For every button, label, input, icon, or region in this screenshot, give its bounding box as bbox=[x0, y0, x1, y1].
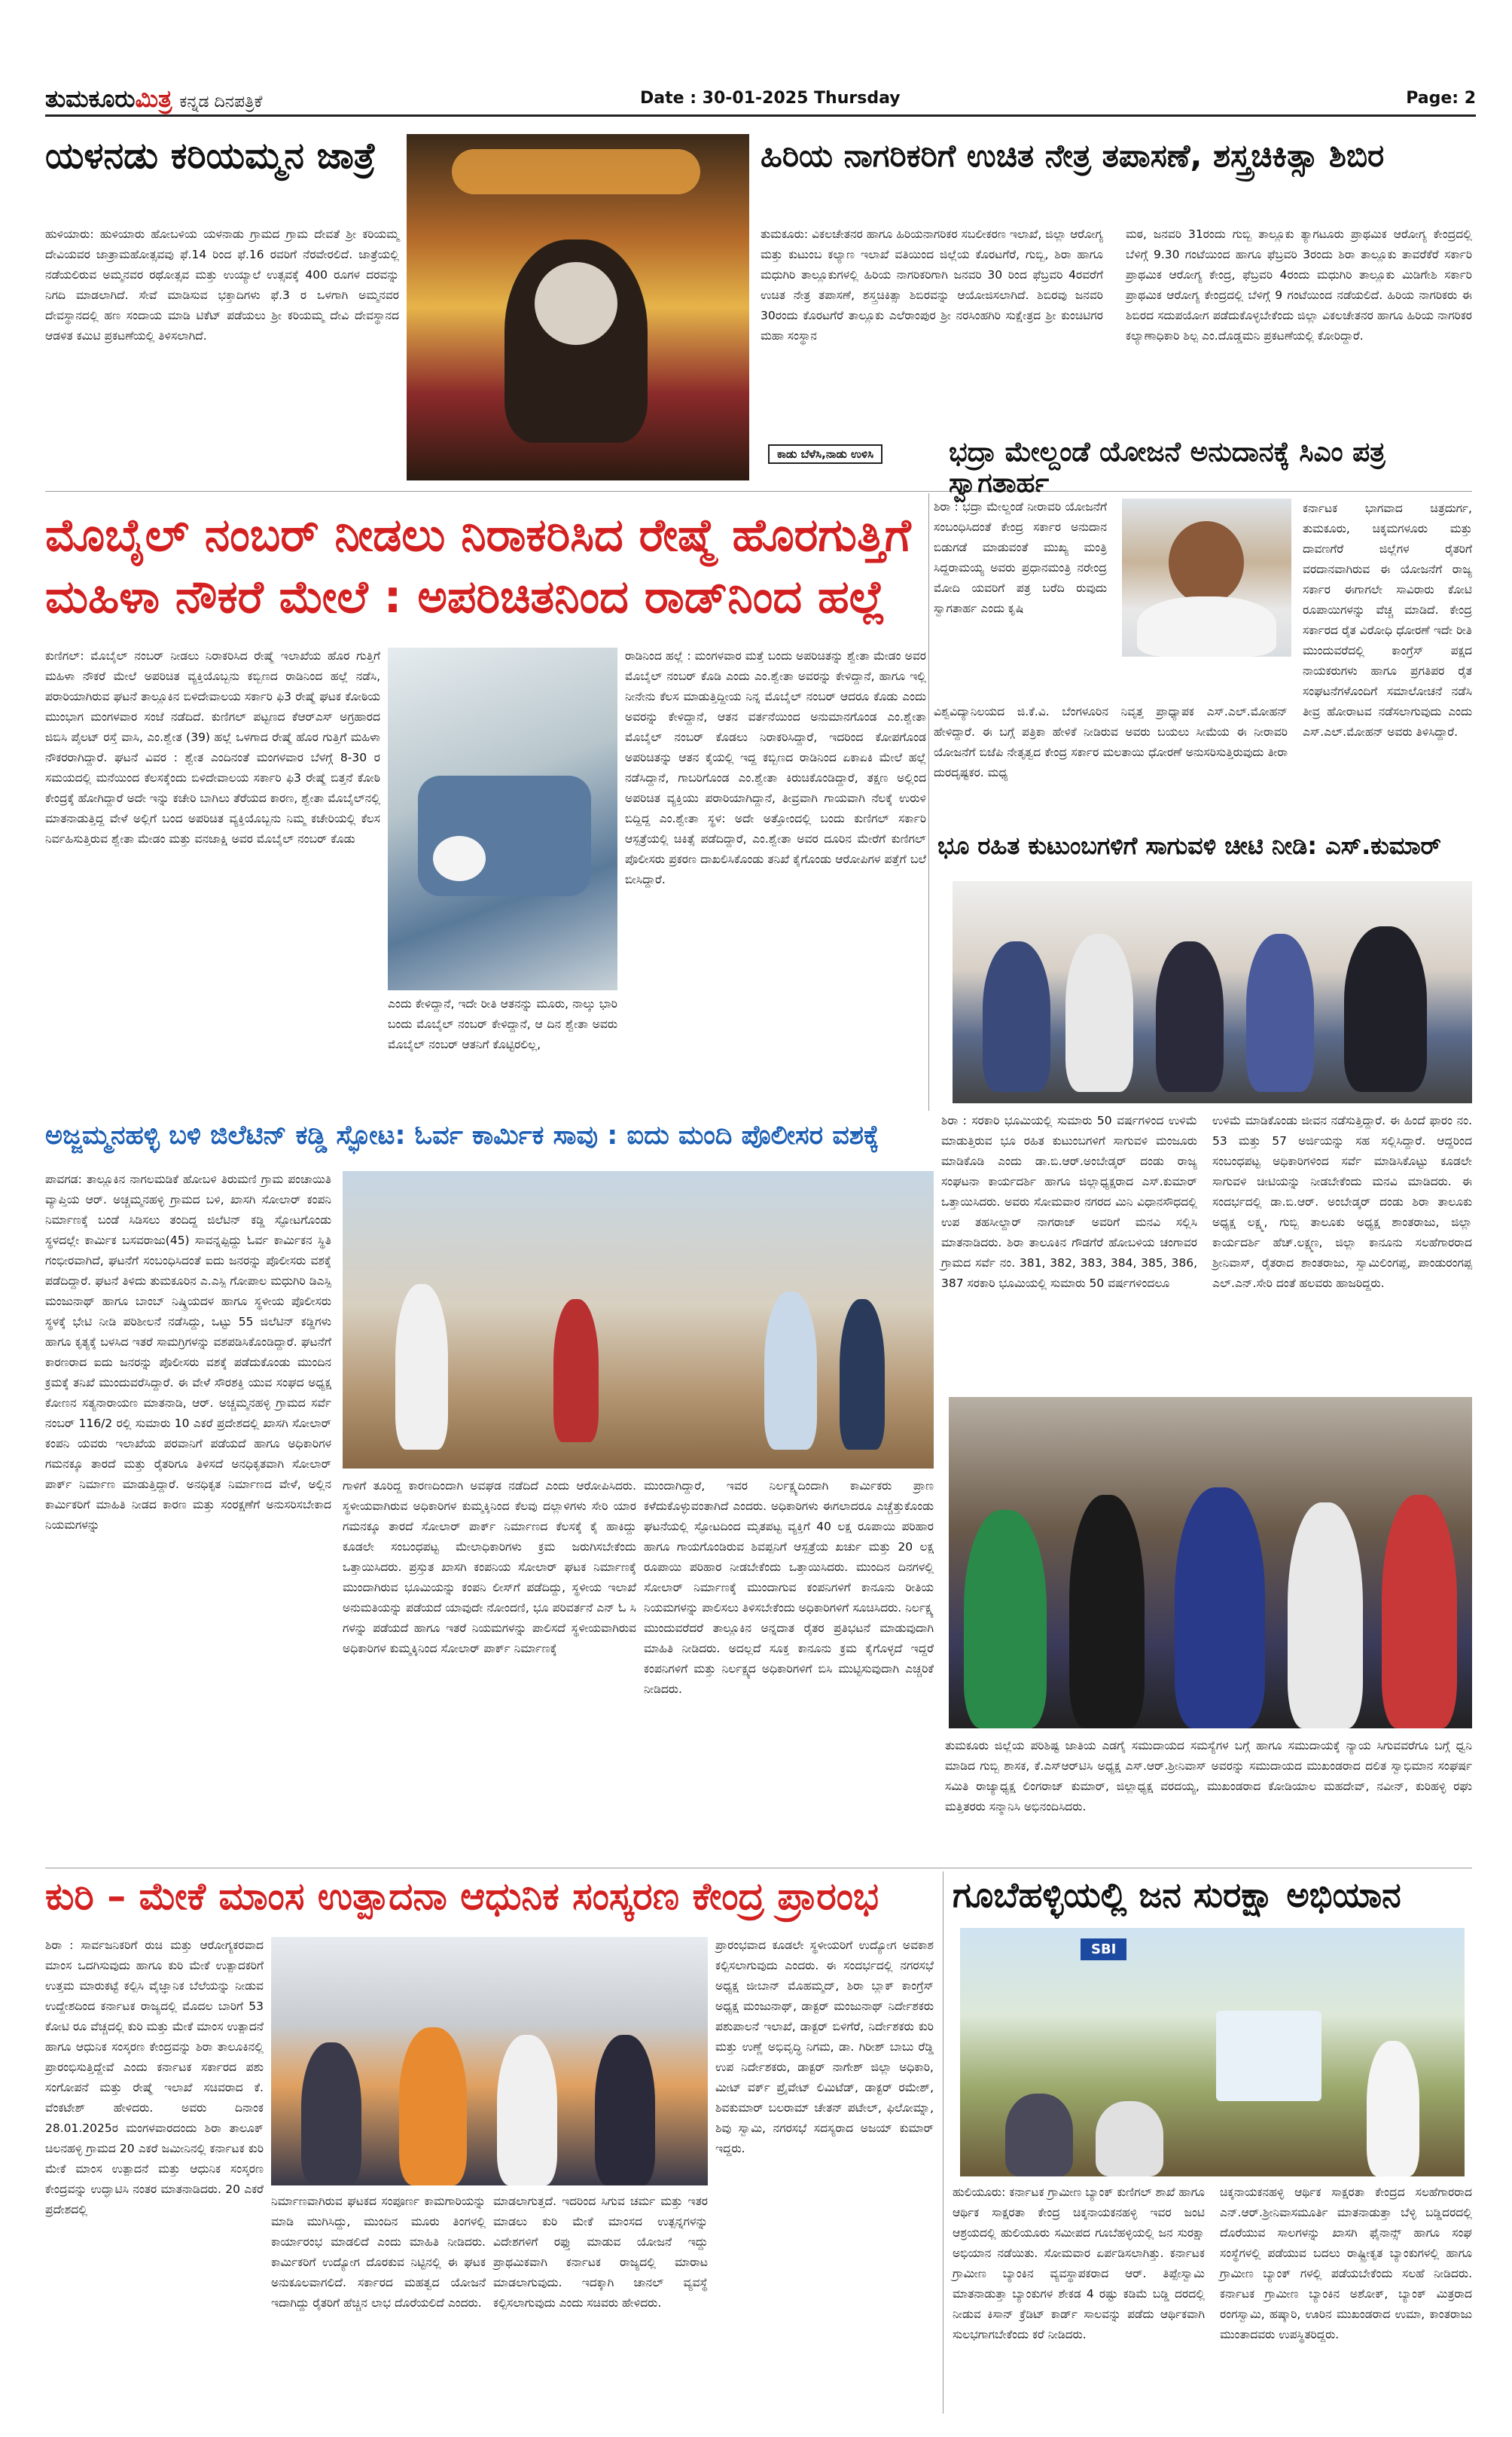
story2-headline: ಹಿರಿಯ ನಾಗರಿಕರಿಗೆ ಉಚಿತ ನೇತ್ರ ತಪಾಸಣೆ, ಶಸ್ತ್ರಚಿಕಿತ್ಸಾ ಶಿಬಿರ bbox=[761, 137, 1385, 174]
story8-col1: ಶಿರಾ : ಸಾರ್ವಜನಿಕರಿಗೆ ರುಚಿ ಮತ್ತು ಆರೋಗ್ಯಕರವಾದ ಮಾಂಸ ಒದಗಿಸುವುದು ಹಾಗೂ ಕುರಿ ಮೇಕೆ ಉತ್ಪಾದಕರಿಗೆ ಉತ್ತಮ ಮಾರುಕಟ್ಟೆ ಕಲ್ಪಿಸಿ ವೈಜ್ಞಾನಿಕ ಬೆಲೆಯನ್ನು ನೀಡುವ ಉದ್ದೇಶದಿಂದ ಕರ್ನಾಟಕ ರಾಜ್ಯದಲ್ಲಿ ಮೊದಲ ಬಾರಿಗೆ 53 ಕೋಟಿ ರೂ ವೆಚ್ಚದಲ್ಲಿ ಕುರಿ ಮತ್ತು ಮೇಕೆ ಮಾಂಸ ಉತ್ಪಾದನೆ ಹಾಗೂ ಆಧುನಿಕ ಸಂಸ್ಕರಣ ಕೇಂದ್ರವನ್ನು ಶಿರಾ ತಾಲೂಕಿನಲ್ಲಿ ಪ್ರಾರಂಭಿಸುತ್ತಿದ್ದೇವೆ ಎಂದು ಕರ್ನಾಟಕ ಸರ್ಕಾರದ ಪಶು ಸಂಗೋಪನೆ ಮತ್ತು ರೇಷ್ಮೆ ಇಲಾಖೆ ಸಚಿವರಾದ ಕೆ. ವೆಂಕಟೇಶ್ ಹೇಳಿದರು. ಅವರು ದಿನಾಂಕ 28.01.2025ರ ಮಂಗಳವಾರದಂದು ಶಿರಾ ತಾಲೂಕ್ ಚಿಲನಹಳ್ಳಿ ಗ್ರಾಮದ 20 ಎಕರೆ ಜಮೀನಿನಲ್ಲಿ ಕರ್ನಾಟಕ ಕುರಿ ಮೇಕೆ ಮಾಂಸ ಉತ್ಪಾದನೆ ಮತ್ತು ಆಧುನಿಕ ಸಂಸ್ಕರಣ ಕೇಂದ್ರವನ್ನು ಉದ್ಘಾಟಿಸಿ ನಂತರ ಮಾತನಾಡಿದರು. 20 ಎಕರೆ ಪ್ರದೇಶದಲ್ಲಿ bbox=[45, 1938, 264, 2216]
story1-temple-photo bbox=[407, 134, 749, 480]
story5-group-photo bbox=[953, 881, 1472, 1103]
issue-date: Date : 30-01-2025 Thursday bbox=[640, 89, 901, 108]
story4-body-right-top: ಕರ್ನಾಟಕ ಭಾಗವಾದ ಚಿತ್ರದುರ್ಗ, ತುಮಕೂರು, ಚಿಕ್ಕಮಗಳೂರು ಮತ್ತು ದಾವಣಗೆರೆ ಜಿಲ್ಲೆಗಳ ರೈತರಿಗೆ ವರದಾನವಾಗಿರುವ ಈ ಯೋಜನೆಗೆ ರಾಜ್ಯ ಸರ್ಕಾರ ಈಗಾಗಲೇ ಸಾವಿರಾರು ಕೋಟಿ ರೂಪಾಯಿಗಳನ್ನು ವೆಚ್ಚ ಮಾಡಿದೆ. ಕೇಂದ್ರ ಸರ್ಕಾರದ ರೈತ ವಿರೋಧಿ ಧೋರಣೆ ಇದೇ ರೀತಿ ಮುಂದುವರೆದಲ್ಲಿ ಕಾಂಗ್ರೆಸ್ ಪಕ್ಷದ ನಾಯಕರುಗಳು ಹಾಗೂ ಪ್ರಗತಿಪರ ರೈತ ಸಂಘಟನೆಗಳೊಂದಿಗೆ ಸಮಾಲೋಚನೆ ನಡೆಸಿ ತೀವ್ರ ಹೋರಾಟವ ನಡೆಸಲಾಗುವುದು ಎಂದು ಎಸ್.ಎಲ್.ಮೋಹನ್ ಅವರು ತಿಳಿಸಿದ್ದಾರೆ. bbox=[1303, 502, 1472, 739]
story3-col2: ರಾಡಿನಿಂದ ಹಲ್ಲೆ : ಮಂಗಳವಾರ ಮತ್ತೆ ಬಂದು ಅಪರಿಚಿತನ್ನು ಶ್ವೇತಾ ಮೇಡಂ ಅವರ ಮೊಬೈಲ್ ನಂಬರ್ ಕೊಡಿ ಎಂದು ಎಂ.ಶ್ವೇತಾ ಅವರನ್ನು ಕೇಳಿದ್ದಾನೆ, ಹಾಗೂ ಇಲ್ಲಿ ನೀನೇನು ಕೆಲಸ ಮಾಡುತ್ತಿದ್ದೀಯ ನಿನ್ನ ಮೊಬೈಲ್ ನಂಬರ್ ಆದರೂ ಕೊಡು ಎಂದು ಅವರನ್ನು ಕೇಳಿದ್ದಾನೆ, ಆತನ ವರ್ತನೆಯಿಂದ ಅನುಮಾನಗೊಂಡ ಎಂ.ಶ್ವೇತಾ ಮೊಬೈಲ್ ನಂಬರ್ ಕೊಡಲು ನಿರಾಕರಿಸಿದ್ದಾರೆ, ಇದರಿಂದ ಕೋಪಗೊಂಡ ಅಪರಿಚಿತನ್ನು ಆತನ ಕೈಯಲ್ಲಿ ಇದ್ದ ಕಬ್ಬಿಣದ ರಾಡಿನಿಂದ ಏಕಾಏಕಿ ಮೇಲೆ ಹಲ್ಲೆ ನಡೆಸಿದ್ದಾನೆ, ಗಾಬರಿಗೊಂಡ ಎಂ.ಶ್ವೇತಾ ಕಿರುಚಿಕೊಂಡಿದ್ದಾರೆ, ತಕ್ಷಣ ಅಲ್ಲಿಂದ ಅಪರಿಚಿತ ವ್ಯಕ್ತಿಯು ಪರಾರಿಯಾಗಿದ್ದಾನೆ, ತೀವ್ರವಾಗಿ ಗಾಯವಾಗಿ ನೆಲಕ್ಕೆ ಉರುಳಿ ಬಿದ್ದಿದ್ದ ಎಂ.ಶ್ವೇತಾ ಸ್ಥಳ: ಅದೇ ಅತ್ತೋಂದಲ್ಲಿ ಬಂದು ಕುಣಿಗಲ್ ಸರ್ಕಾರಿ ಆಸ್ಪತ್ರೆಯಲ್ಲಿ ಚಿಕಿತ್ಸೆ ಪಡೆದಿದ್ದಾರೆ, ಎಂ.ಶ್ವೇತಾ ಅವರ ದೂರಿನ ಮೇರೆಗೆ ಕುಣಿಗಲ್ ಪೊಲೀಸರು ಪ್ರಕರಣ ದಾಖಲಿಸಿಕೊಂಡು ತನಿಖೆ ಕೈಗೊಂಡು ಆರೋಪಿಗಳ ಪತ್ತೆಗೆ ಬಲೆ ಬೀಸಿದ್ದಾರೆ. bbox=[625, 649, 926, 886]
story3-headline-line2: ಮಹಿಳಾ ನೌಕರೆ ಮೇಲೆ : ಅಪರಿಚಿತನಿಂದ ರಾಡ್‌ನಿಂದ ಹಲ್ಲೆ bbox=[45, 571, 886, 624]
story3-photo-caption: ಎಂದು ಕೇಳಿದ್ದಾನೆ, ಇದೇ ರೀತಿ ಆತನನ್ನು ಮೂರು, ನಾಲ್ಕು ಭಾರಿ ಬಂದು ಮೊಬೈಲ್ ನಂಬರ್ ಕೇಳಿದ್ದಾನೆ, ಆ ದಿನ ಶ್ವೇತಾ ಅವರು ಮೊಬೈಲ್ ನಂಬರ್ ಆತನಿಗೆ ಕೊಟ್ಟಿರಲಿಲ್ಲ, bbox=[388, 997, 617, 1051]
story6-col3: ಮುಂದಾಗಿದ್ದಾರೆ, ಇವರ ನಿರ್ಲಕ್ಷ್ಯದಿಂದಾಗಿ ಕಾರ್ಮಿಕರು ಪ್ರಾಣ ಕಳೆದುಕೊಳ್ಳುವಂತಾಗಿದೆ ಎಂದರು. ಅಧಿಕಾರಿಗಳು ಈಗಲಾದರೂ ಎಚ್ಚೆತ್ತುಕೊಂಡು ಘಟನೆಯಲ್ಲಿ ಸ್ಫೋಟದಿಂದ ಮೃತಪಟ್ಟ ವ್ಯಕ್ತಿಗೆ 40 ಲಕ್ಷ ರೂಪಾಯಿ ಪರಿಹಾರ ಹಾಗೂ ಗಾಯಗೊಂಡಿರುವ ಶಿವಪ್ಪನಿಗೆ ಆಸ್ಪತ್ರೆಯ ಖರ್ಚು ಮತ್ತು 20 ಲಕ್ಷ ರೂಪಾಯಿ ಪರಿಹಾರ ನೀಡಬೇಕೆಂದು ಒತ್ತಾಯಿಸಿದರು. ಮುಂದಿನ ದಿನಗಳಲ್ಲಿ ಸೋಲಾರ್ ನಿರ್ಮಾಣಕ್ಕೆ ಮುಂದಾಗುವ ಕಂಪನಿಗಳಿಗೆ ಕಾನೂನು ರೀತಿಯ ನಿಯಮಗಳನ್ನು ಪಾಲಿಸಲು ತಿಳಿಸಬೇಕೆಂದು ಅಧಿಕಾರಿಗಳಿಗೆ ಸೂಚಿಸಿದರು. ನಿರ್ಲಕ್ಷ್ಯ ಮುಂದುವರೆದರೆ ತಾಲ್ಲೂಕಿನ ಅನ್ನದಾತ ರೈತರ ಪ್ರತಿಭಟನೆ ಮಾಡುವುದಾಗಿ ಮಾಹಿತಿ ನೀಡಿದರು. ಅದಲ್ಲದೆ ಸೂಕ್ತ ಕಾನೂನು ಕ್ರಮ ಕೈಗೊಳ್ಳದೆ ಇದ್ದರೆ ಕಂಪನಿಗಳಿಗೆ ಮತ್ತು ನಿರ್ಲಕ್ಷ್ಯದ ಅಧಿಕಾರಿಗಳಿಗೆ ಬಿಸಿ ಮುಟ್ಟಿಸುವುದಾಗಿ ಎಚ್ಚರಿಕೆ ನೀಡಿದರು. bbox=[644, 1479, 934, 1696]
story6-col1: ಪಾವಗಡ: ತಾಲ್ಲೂಕಿನ ನಾಗಲಮಡಿಕೆ ಹೋಬಳಿ ತಿರುಮಣಿ ಗ್ರಾಮ ಪಂಚಾಯಿತಿ ವ್ಯಾಪ್ತಿಯ ಆರ್. ಅಚ್ಚಮ್ಮನಹಳ್ಳಿ ಗ್ರಾಮದ ಬಳಿ, ಖಾಸಗಿ ಸೋಲಾರ್ ಕಂಪನಿ ನಿರ್ಮಾಣಕ್ಕೆ ಬಂಡೆ ಸಿಡಿಸಲು ತಂದಿದ್ದ ಜಿಲೆಟಿನ್ ಕಡ್ಡಿ ಸ್ಫೋಟಗೊಂಡು ಸ್ಥಳದಲ್ಲೇ ಕಾರ್ಮಿಕ ಬಸವರಾಜು(45) ಸಾವನ್ನಪ್ಪಿದ್ದು ಓರ್ವ ಕಾರ್ಮಿಕನ ಸ್ಥಿತಿ ಗಂಭೀರವಾಗಿದೆ, ಘಟನೆಗೆ ಸಂಬಂಧಿಸಿದಂತೆ ಐದು ಜನರನ್ನು ಪೊಲೀಸರು ವಶಕ್ಕೆ ಪಡೆದಿದ್ದಾರೆ. ಘಟನೆ ತಿಳಿದು ತುಮಕೂರಿನ ಎ.ಎಸ್ಪಿ ಗೋಪಾಲ ಮಧುಗಿರಿ ಡಿಎಸ್ಪಿ ಮಂಜುನಾಥ್ ಹಾಗೂ ಬಾಂಬ್ ನಿಷ್ಕ್ರಿಯದಳ ಹಾಗೂ ಸ್ಥಳೀಯ ಪೊಲೀಸರು ಸ್ಥಳಕ್ಕೆ ಭೇಟಿ ನೀಡಿ ಪರಿಶೀಲನೆ ನಡೆಸಿದ್ದು, ಒಟ್ಟು 55 ಜಿಲೆಟಿನ್ ಕಡ್ಡಿಗಳು ಹಾಗೂ ಕೃತ್ಯಕ್ಕೆ ಬಳಸಿದ ಇತರೆ ಸಾಮಗ್ರಿಗಳನ್ನು ವಶಪಡಿಸಿಕೊಂಡಿದ್ದಾರೆ. ಘಟನೆಗೆ ಕಾರಣರಾದ ಐದು ಜನರನ್ನು ಪೊಲೀಸರು ವಶಕ್ಕೆ ಪಡೆದುಕೊಂಡು ಮುಂದಿನ ಕ್ರಮಕ್ಕೆ ತನಿಖೆ ಮುಂದುವರೆಸಿದ್ದಾರೆ. ಈ ವೇಳೆ ಸೌರಶಕ್ತಿ ಯುವ ಸಂಘದ ಅಧ್ಯಕ್ಷ ಕೋಣನ ಸತ್ಯನಾರಾಯಣ ಮಾತನಾಡಿ, ಆರ್. ಅಚ್ಚಮ್ಮನಹಳ್ಳಿ ಗ್ರಾಮದ ಸರ್ವೆ ನಂಬರ್ 116/2 ರಲ್ಲಿ ಸುಮಾರು 10 ಎಕರೆ ಪ್ರದೇಶದಲ್ಲಿ ಖಾಸಗಿ ಸೋಲಾರ್ ಕಂಪನಿ ಯವರು ಇಲಾಖೆಯ ಪರವಾನಿಗೆ ಪಡೆಯದೆ ಹಾಗೂ ಅಧಿಕಾರಿಗಳ ಗಮನಕ್ಕೂ ತಾರದೆ ಮತ್ತು ರೈತರಿಗೂ ತಿಳಿಸದೆ ಅನಧಿಕೃತವಾಗಿ ಸೋಲಾರ್ ಪಾರ್ಕ್ ನಿರ್ಮಾಣ ಮಾಡುತ್ತಿದ್ದಾರೆ. ಅನಧಿಕೃತ ನಿರ್ಮಾಣದ ವೇಳೆ, ಅಲ್ಲಿನ ಕಾರ್ಮಿಕರಿಗೆ ಮಾಹಿತಿ ನೀಡದ ಕಾರಣ ಮತ್ತು ಸಂರಕ್ಷಣೆಗೆ ಅನುಸರಿಸಬೇಕಾದ ನಿಯಮಗಳನ್ನು bbox=[45, 1173, 331, 1532]
story8-col3: ಮಾಡಲಾಗುತ್ತದೆ. ಇದರಿಂದ ಸಿಗುವ ಚರ್ಮ ಮತ್ತು ಇತರ ಮಾಡಲು ಕುರಿ ಮೇಕೆ ಮಾಂಸದ ಉತ್ಪನ್ನಗಳನ್ನು ವಿದೇಶಗಳಿಗೆ ರಫ್ತು ಮಾಡುವ ಯೋಜನೆ ಇದ್ದು ಪ್ರಾಥಮಿಕವಾಗಿ ಕರ್ನಾಟಕ ರಾಜ್ಯದಲ್ಲಿ ಮಾರಾಟ ಮಾಡಲಾಗುವುದು. ಇದಕ್ಕಾಗಿ ಚಾನಲ್ ವ್ಯವಸ್ಥೆ ಕಲ್ಪಿಸಲಾಗುವುದು ಎಂದು ಸಚಿವರು ಹೇಳಿದರು. bbox=[493, 2195, 708, 2310]
story6-headline: ಅಜ್ಜಮ್ಮನಹಳ್ಳಿ ಬಳಿ ಜಿಲೆಟಿನ್ ಕಡ್ಡಿ ಸ್ಫೋಟ: ಓರ್ವ ಕಾರ್ಮಿಕ ಸಾವು : ಐದು ಮಂದಿ ಪೊಲೀಸರ ವಶಕ್ಕೆ bbox=[45, 1121, 879, 1151]
story8-col2: ನಿರ್ಮಾಣವಾಗಿರುವ ಘಟಕದ ಸಂಪೂರ್ಣ ಕಾಮಗಾರಿಯನ್ನು ಮಾಡಿ ಮುಗಿಸಿದ್ದು, ಮುಂದಿನ ಮೂರು ತಿಂಗಳಲ್ಲಿ ಕಾರ್ಯಾರಂಭ ಮಾಡಲಿದೆ ಎಂದು ಮಾಹಿತಿ ನೀಡಿದರು. ಕಾರ್ಮಿಕರಿಗೆ ಉದ್ಯೋಗ ದೊರಕುವ ನಿಟ್ಟಿನಲ್ಲಿ ಈ ಘಟಕ ಅನುಕೂಲವಾಗಲಿದೆ. ಸರ್ಕಾರದ ಮಹತ್ವದ ಯೋಜನೆ ಇದಾಗಿದ್ದು ರೈತರಿಗೆ ಹೆಚ್ಚಿನ ಲಾಭ ದೊರೆಯಲಿದೆ ಎಂದರು. bbox=[271, 2195, 486, 2310]
story5-headline: ಭೂ ರಹಿತ ಕುಟುಂಬಗಳಿಗೆ ಸಾಗುವಳಿ ಚೀಟಿ ನೀಡಿ: ಎಸ್.ಕುಮಾರ್ bbox=[937, 831, 1441, 860]
story2-col1: ತುಮಕೂರು: ವಿಕಲಚೇತನರ ಹಾಗೂ ಹಿರಿಯನಾಗರಿಕರ ಸಬಲೀಕರಣ ಇಲಾಖೆ, ಜಿಲ್ಲಾ ಆರೋಗ್ಯ ಮತ್ತು ಕುಟುಂಬ ಕಲ್ಯಾಣ ಇಲಾಖೆ ವತಿಯಿಂದ ಜಿಲ್ಲೆಯ ಕೊರಟಗೆರೆ, ಗುಬ್ಬಿ, ಶಿರಾ ಹಾಗೂ ಮಧುಗಿರಿ ತಾಲ್ಲೂಕುಗಳಲ್ಲಿ ಹಿರಿಯ ನಾಗರಿಕರಿಗಾಗಿ ಜನವರಿ 30 ರಿಂದ ಫೆಬ್ರವರಿ 4ರವರೆಗೆ ಉಚಿತ ನೇತ್ರ ತಪಾಸಣೆ, ಶಸ್ತ್ರಚಿಕಿತ್ಸಾ ಶಿಬಿರವನ್ನು ಆಯೋಜಿಸಲಾಗಿದೆ. ಶಿಬಿರವು ಜನವರಿ 30ರಂದು ಕೊರಟಗೆರೆ ತಾಲ್ಲೂಕು ಎಲೆರಾಂಪುರ ಶ್ರೀ ನರಸಿಂಹಗಿರಿ ಸುಕ್ಷೇತ್ರದ ಶ್ರೀ ಕುಂಚಿಟಿಗರ ಮಹಾ ಸಂಸ್ಥಾನ bbox=[761, 227, 1103, 343]
story1-headline: ಯಳನಡು ಕರಿಯಮ್ಮನ ಜಾತ್ರೆ bbox=[45, 135, 376, 177]
story4-body-left: ಶಿರಾ : ಭದ್ರಾ ಮೇಲ್ದಂಡೆ ನೀರಾವರಿ ಯೋಜನೆಗೆ ಸಂಬಂಧಿಸಿದಂತೆ ಕೇಂದ್ರ ಸರ್ಕಾರ ಅನುದಾನ ಬಿಡುಗಡೆ ಮಾಡುವಂತೆ ಮುಖ್ಯ ಮಂತ್ರಿ ಸಿದ್ದರಾಮಯ್ಯ ಅವರು ಪ್ರಧಾನಮಂತ್ರಿ ನರೇಂದ್ರ ಮೋದಿ ಯವರಿಗೆ ಪತ್ರ ಬರೆದಿ ರುವುದು ಸ್ವಾಗತಾರ್ಹ ಎಂದು ಕೃಷಿ bbox=[934, 500, 1107, 615]
story9-col2: ಚಿಕ್ಕನಾಯಕನಹಳ್ಳಿ ಆರ್ಥಿಕ ಸಾಕ್ಷರತಾ ಕೇಂದ್ರದ ಸಲಹೆಗಾರರಾದ ಎನ್.ಆರ್.ಶ್ರೀನಿವಾಸಮೂರ್ತಿ ಮಾತನಾಡುತ್ತಾ ಬೆಳ್ಳಿ ಬಡ್ಡಿದರದಲ್ಲಿ ದೊರೆಯುವ ಸಾಲಗಳನ್ನು ಖಾಸಗಿ ಫೈನಾನ್ಸ್ ಹಾಗೂ ಸಂಘ ಸಂಸ್ಥೆಗಳಲ್ಲಿ ಪಡೆಯುವ ಬದಲು ರಾಷ್ಟ್ರೀಕೃತ ಬ್ಯಾಂಕುಗಳಲ್ಲಿ ಹಾಗೂ ಗ್ರಾಮೀಣ ಬ್ಯಾಂಕ್ ಗಳಲ್ಲಿ ಪಡೆಯಬೇಕೆಂದು ಸಲಹೆ ನೀಡಿದರು. ಕರ್ನಾಟಕ ಗ್ರಾಮೀಣ ಬ್ಯಾಂಕಿನ ಅಶೋಕ್, ಬ್ಯಾಂಕ್ ಮಿತ್ರರಾದ ರಂಗಸ್ವಾಮಿ, ಹಷ್ಕಾರಿ, ಊರಿನ ಮುಖಂಡರಾದ ಉಮಾ, ಕಾಂತರಾಜು ಮುಂತಾದವರು ಉಪಸ್ಥಿತರಿದ್ದರು. bbox=[1220, 2185, 1472, 2341]
newspaper-brand bbox=[45, 84, 262, 114]
story9-camp-photo bbox=[960, 1928, 1465, 2176]
story9-headline: ಗೂಬೆಹಳ್ಳಿಯಲ್ಲಿ ಜನ ಸುರಕ್ಷಾ ಅಭಿಯಾನ bbox=[953, 1874, 1401, 1915]
story6-col2: ಗಾಳಿಗೆ ತೂರಿದ್ದ ಕಾರಣದಿಂದಾಗಿ ಅವಘಡ ನಡೆದಿದೆ ಎಂದು ಆರೋಪಿಸಿದರು. ಸ್ಥಳೀಯವಾಗಿರುವ ಅಧಿಕಾರಿಗಳ ಕುಮ್ಮಕ್ಕಿನಿಂದ ಕೆಲವು ದಲ್ಲಾಳಿಗಳು ಸೇರಿ ಯಾರ ಗಮನಕ್ಕೂ ತಾರದೆ ಸೋಲಾರ್ ಪಾರ್ಕ್ ನಿರ್ಮಾಣದ ಕೆಲಸಕ್ಕೆ ಕೈ ಹಾಕಿದ್ದು ಕೂಡಲೇ ಸಂಬಂಧಪಟ್ಟ ಮೇಲಾಧಿಕಾರಿಗಳು ಕ್ರಮ ಜರುಗಿಸಬೇಕೆಂದು ಒತ್ತಾಯಿಸಿದರು. ಪ್ರಸ್ತುತ ಖಾಸಗಿ ಕಂಪನಿಯ ಸೋಲಾರ್ ಘಟಕ ನಿರ್ಮಾಣಕ್ಕೆ ಮುಂದಾಗಿರುವ ಭೂಮಿಯನ್ನು ಕಂಪನಿ ಲೀಸ್‌ಗೆ ಪಡೆದಿದ್ದು, ಸ್ಥಳೀಯ ಇಲಾಖೆ ಅನುಮತಿಯನ್ನು ಪಡೆಯದೆ ಯಾವುದೇ ನೋಂದಣಿ, ಭೂ ಪರಿವರ್ತನೆ ಎನ್ ಓ ಸಿ ಗಳನ್ನು ಪಡೆಯದೆ ಹಾಗೂ ಇತರೆ ನಿಯಮಗಳನ್ನು ಪಾಲಿಸದೆ ಸ್ಥಳೀಯವಾಗಿರುವ ಅಧಿಕಾರಿಗಳ ಕುಮ್ಮಕ್ಕಿನಿಂದ ಸೋಲಾರ್ ಪಾರ್ಕ್ ನಿರ್ಮಾಣಕ್ಕೆ bbox=[343, 1479, 636, 1655]
story9-col1: ಹುಲಿಯೂರು: ಕರ್ನಾಟಕ ಗ್ರಾಮೀಣ ಬ್ಯಾಂಕ್ ಕುಣಿಗಲ್ ಶಾಖೆ ಹಾಗೂ ಆರ್ಥಿಕ ಸಾಕ್ಷರತಾ ಕೇಂದ್ರ ಚಿಕ್ಕನಾಯಕನಹಳ್ಳಿ ಇವರ ಜಂಟಿ ಆಶ್ರಯದಲ್ಲಿ ಹುಲಿಯೂರು ಸಮೀಪದ ಗೂಬೆಹಳ್ಳಿಯಲ್ಲಿ ಜನ ಸುರಕ್ಷಾ ಅಭಿಯಾನ ನಡೆಯಿತು. ಸೋಮವಾರ ಏರ್ಪಡಿಸಲಾಗಿತ್ತು. ಕರ್ನಾಟಕ ಗ್ರಾಮೀಣ ಬ್ಯಾಂಕಿನ ವ್ಯವಸ್ಥಾಪಕರಾದ ಆರ್. ತಿಪ್ಪೇಸ್ವಾಮಿ ಮಾತನಾಡುತ್ತಾ ಬ್ಯಾಂಕುಗಳ ಶೇಕಡ 4 ರಷ್ಟು ಕಡಿಮೆ ಬಡ್ಡಿ ದರದಲ್ಲಿ ನೀಡುವ ಕಿಸಾನ್ ಕ್ರೆಡಿಟ್ ಕಾರ್ಡ್ ಸಾಲವನ್ನು ಪಡೆದು ಆರ್ಥಿಕವಾಗಿ ಸುಲಭಗಾಗಬೇಕೆಂದು ಕರೆ ನೀಡಿದರು. bbox=[953, 2185, 1205, 2341]
story3-headline-line1: ಮೊಬೈಲ್ ನಂಬರ್ ನೀಡಲು ನಿರಾಕರಿಸಿದ ರೇಷ್ಮೆ ಹೊರಗುತ್ತಿಗೆ bbox=[45, 509, 911, 562]
story8-inauguration-photo bbox=[271, 1937, 708, 2185]
story7-caption: ತುಮಕೂರು ಜಿಲ್ಲೆಯ ಪರಿಶಿಷ್ಟ ಜಾತಿಯ ಎಡಗೈ ಸಮುದಾಯದ ಸಮಸ್ಯೆಗಳ ಬಗ್ಗೆ ಹಾಗೂ ಸಮುದಾಯಕ್ಕೆ ನ್ಯಾಯ ಸಿಗುವವರೆಗೂ ಬಗ್ಗೆ ಧ್ವನಿ ಮಾಡಿದ ಗುಬ್ಬಿ ಶಾಸಕ, ಕೆ.ಎಸ್‌ಆರ್‌ಟಿಸಿ ಅಧ್ಯಕ್ಷ ಎಸ್.ಆರ್.ಶ್ರೀನಿವಾಸ್ ಅವರನ್ನು ಸಮುದಾಯದ ಮುಖಂಡರಾದ ದಲಿತ ಸ್ವಾಭಿಮಾನ ಸಂಘರ್ಷ ಸಮಿತಿ ರಾಜ್ಯಾಧ್ಯಕ್ಷ ಲಿಂಗರಾಜ್ ಕುಮಾರ್, ಜಿಲ್ಲಾಧ್ಯಕ್ಷ ವರದಯ್ಯ, ಮುಖಂಡರಾದ ಕೋಡಿಯಾಲ ಮಹದೇವ್, ನವೀನ್, ಕುರಿಹಳ್ಳಿ ರಘು ಮತ್ತಿತರರು ಸನ್ಮಾನಿಸಿ ಅಭಿನಂದಿಸಿದರು. bbox=[945, 1739, 1472, 1813]
story4-body-full: ವಿಶ್ವವಿದ್ಯಾನಿಲಯದ ಜಿ.ಕೆ.ವಿ. ಬೆಂಗಳೂರಿನ ನಿವೃತ್ತ ಪ್ರಾಧ್ಯಾಪಕ ಎಸ್.ಎಲ್.ಮೋಹನ್ ಹೇಳಿದ್ದಾರೆ. ಈ ಬಗ್ಗೆ ಪತ್ರಿಕಾ ಹೇಳಿಕೆ ನೀಡಿರುವ ಅವರು ಬಯಲು ಸೀಮೆಯ ಈ ನೀರಾವರಿ ಯೋಜನೆಗೆ ಬಿಜೆಪಿ ನೇತೃತ್ವದ ಕೇಂದ್ರ ಸರ್ಕಾರ ಮಲತಾಯಿ ಧೋರಣೆ ಅನುಸರಿಸುತ್ತಿರುವುದು ತೀರಾ ದುರದೃಷ್ಟಕರ. ಮಧ್ಯ bbox=[934, 705, 1288, 779]
story2-col2: ಮಠ, ಜನವರಿ 31ರಂದು ಗುಬ್ಬಿ ತಾಲ್ಲೂಕು ತ್ಯಾಗಟೂರು ಪ್ರಾಥಮಿಕ ಆರೋಗ್ಯ ಕೇಂದ್ರದಲ್ಲಿ ಬೆಳಿಗ್ಗೆ 9.30 ಗಂಟೆಯಿಂದ ಹಾಗೂ ಫೆಬ್ರವರಿ 3ರಂದು ಶಿರಾ ತಾಲ್ಲೂಕು ತಾವರೆಕೆರೆ ಸರ್ಕಾರಿ ಪ್ರಾಥಮಿಕ ಆರೋಗ್ಯ ಕೇಂದ್ರ, ಫೆಬ್ರವರಿ 4ರಂದು ಮಧುಗಿರಿ ತಾಲ್ಲೂಕು ಮಿಡಿಗೇಶಿ ಸರ್ಕಾರಿ ಪ್ರಾಥಮಿಕ ಆರೋಗ್ಯ ಕೇಂದ್ರದಲ್ಲಿ ಬೆಳಿಗ್ಗೆ 9 ಗಂಟೆಯಿಂದ ನಡೆಯಲಿದೆ. ಹಿರಿಯ ನಾಗರಿಕರು ಈ ಶಿಬಿರದ ಸದುಪಯೋಗ ಪಡೆದುಕೊಳ್ಳಬೇಕೆಂದು ಜಿಲ್ಲಾ ವಿಕಲಚೇತನರ ಹಾಗೂ ಹಿರಿಯ ನಾಗರಿಕರ ಕಲ್ಯಾಣಾಧಿಕಾರಿ ಶಿಲ್ಪ ಎಂ.ದೊಡ್ಡಮನಿ ಪ್ರಕಟಣೆಯಲ್ಲಿ ಕೋರಿದ್ದಾರೆ. bbox=[1126, 227, 1472, 343]
story1-body: ಹುಳಿಯಾರು: ಹುಳಿಯಾರು ಹೋಬಳಿಯ ಯಳನಾಡು ಗ್ರಾಮದ ಗ್ರಾಮ ದೇವತೆ ಶ್ರೀ ಕರಿಯಮ್ಮ ದೇವಿಯವರ ಜಾತ್ರಾಮಹೋತ್ಸವವು ಫೆ.14 ರಿಂದ ಫೆ.16 ರವರಿಗೆ ನೆರವೇರಲಿದೆ. ಜಾತ್ರೆಯಲ್ಲಿ ನಡೆಯಲಿರುವ ಅಮ್ಮನವರ ರಥೋತ್ಸವ ಮತ್ತು ಉಯ್ಯಾಲೆ ಉತ್ಸವಕ್ಕೆ 400 ರೂಗಳ ದರವನ್ನು ನಿಗದಿ ಮಾಡಲಾಗಿದೆ. ಸೇವೆ ಮಾಡಿಸುವ ಭಕ್ತಾದಿಗಳು ಫೆ.3 ರ ಒಳಗಾಗಿ ಅಮ್ಮನವರ ದೇವಸ್ಥಾನದಲ್ಲಿ ಹಣ ಸಂದಾಯ ಮಾಡಿ ಟಿಕೆಟ್ ಪಡೆಯಲು ಶ್ರೀ ಕರಿಯಮ್ಮ ದೇವಿ ದೇವಸ್ಥಾನದ ಆಡಳಿತ ಕಮಿಟಿ ಪ್ರಕಟಣೆಯಲ್ಲಿ ತಿಳಿಸಲಾಗಿದೆ. bbox=[45, 227, 399, 343]
brand-subtitle: ಕನ್ನಡ ದಿನಪತ್ರಿಕೆ bbox=[179, 93, 263, 111]
story6-site-photo bbox=[343, 1171, 934, 1469]
story4-portrait-photo bbox=[1122, 499, 1291, 657]
story3-headline bbox=[45, 505, 926, 628]
story5-col1: ಶಿರಾ : ಸರಕಾರಿ ಭೂಮಿಯಲ್ಲಿ ಸುಮಾರು 50 ವರ್ಷಗಳಿಂದ ಉಳಿಮೆ ಮಾಡುತ್ತಿರುವ ಭೂ ರಹಿತ ಕುಟುಂಬಗಳಿಗೆ ಸಾಗುವಳಿ ಮಂಜೂರು ಮಾಡಿಕೊಡಿ ಎಂದು ಡಾ.ಬಿ.ಆರ್.ಅಂಬೇಡ್ಕರ್ ದಂಡು ರಾಜ್ಯ ಸಂಘಟನಾ ಕಾರ್ಯದರ್ಶಿ ಹಾಗೂ ಜಿಲ್ಲಾಧ್ಯಕ್ಷರಾದ ಎಸ್.ಕುಮಾರ್ ಒತ್ತಾಯಿಸಿದರು. ಅವರು ಸೋಮವಾರ ನಗರದ ಮಿನಿ ವಿಧಾನಸೌಧದಲ್ಲಿ ಉಪ ತಹಸೀಲ್ದಾರ್ ನಾಗರಾಜ್ ಅವರಿಗೆ ಮನವಿ ಸಲ್ಲಿಸಿ ಮಾತನಾಡಿದರು. ಶಿರಾ ತಾಲೂಕಿನ ಗೌಡಗೆರೆ ಹೋಬಳಿಯ ಚಂಗಾವರ ಗ್ರಾಮದ ಸರ್ವೆ ನಂ. 381, 382, 383, 384, 385, 386, 387 ಸರಕಾರಿ ಭೂಮಿಯಲ್ಲಿ ಸುಮಾರು 50 ವರ್ಷಗಳಿಂದಲೂ bbox=[941, 1114, 1197, 1290]
story3-col1: ಕುಣಿಗಲ್: ಮೊಬೈಲ್ ನಂಬರ್ ನೀಡಲು ನಿರಾಕರಿಸಿದ ರೇಷ್ಮೆ ಇಲಾಖೆಯ ಹೊರ ಗುತ್ತಿಗೆ ಮಹಿಳಾ ನೌಕರೆ ಮೇಲೆ ಅಪರಿಚಿತ ವ್ಯಕ್ತಿಯೊಬ್ಬನು ಕಬ್ಬಿಣದ ರಾಡಿನಿಂದ ಹಲ್ಲೆ ನಡೆಸಿ, ಪರಾರಿಯಾಗಿರುವ ಘಟನೆ ತಾಲ್ಲೂಕಿನ ಬಿಳಿದೇವಾಲಯ ಸರ್ಕಾರಿ ಫಿ3 ರೇಷ್ಮೆ ಘಟಕ ಕೋಠಿಯ ಮುಂಭಾಗ ಮಂಗಳವಾರ ಸಂಜೆ ನಡೆದಿದೆ. ಕುಣಿಗಲ್ ಪಟ್ಟಣದ ಕೆಆರ್‌ಎಸ್ ಅಗ್ರಹಾರದ ಜಿಬಿಸಿ ಪೈಲಟ್ ರಸ್ತೆ ವಾಸಿ, ಎಂ.ಶ್ವೇತ (39) ಹಲ್ಲೆ ಒಳಗಾದ ರೇಷ್ಮೆ ಹೊರ ಗುತ್ತಿಗೆ ಮಹಿಳಾ ನೌಕರರಾಗಿದ್ದಾರೆ. ಘಟನೆ ವಿವರ : ಶ್ವೇತ ಎಂದಿನಂತೆ ಮಂಗಳವಾರ ಬೆಳಗ್ಗೆ 8-30 ರ ಸಮಯದಲ್ಲಿ ಮನೆಯಿಂದ ಕೆಲಸಕ್ಕೆಂದು ಬಿಳಿದೇವಾಲಯ ಸರ್ಕಾರಿ ಫಿ3 ರೇಷ್ಮೆ ಬಿತ್ತನೆ ಕೋಠಿ ಕೇಂದ್ರಕ್ಕೆ ಹೋಗಿದ್ದಾರೆ ಅದೇ ಇನ್ನು ಕಚೇರಿ ಬಾಗಿಲು ತೆರೆಯದ ಕಾರಣ, ಶ್ವೇತಾ ಮೊಬೈಲ್‌ನಲ್ಲಿ ಮಾತನಾಡುತ್ತಿದ್ದ ವೇಳೆ ಅಲ್ಲಿಗೆ ಬಂದ ಅಪರಿಚಿತ ವ್ಯಕ್ತಿಯೊಬ್ಬನು ನಿಮ್ಮ ಕಚೇರಿಯಲ್ಲಿ ಕೆಲಸ ನಿರ್ವಹಿಸುತ್ತಿರುವ ಶ್ವೇತಾ ಮೇಡಂ ಮತ್ತು ವನಜಾಕ್ಷಿ ಅವರ ಮೊಬೈಲ್ ನಂಬರ್ ಕೊಡು bbox=[45, 649, 380, 846]
story8-headline: ಕುರಿ – ಮೇಕೆ ಮಾಂಸ ಉತ್ಪಾದನಾ ಆಧುನಿಕ ಸಂಸ್ಕರಣ ಕೇಂದ್ರ ಪ್ರಾರಂಭ bbox=[45, 1874, 879, 1918]
masthead bbox=[45, 84, 1476, 117]
story5-col2: ಉಳಿಮೆ ಮಾಡಿಕೊಂಡು ಜೀವನ ನಡೆಸುತ್ತಿದ್ದಾರೆ. ಈ ಹಿಂದೆ ಫಾರಂ ನಂ. 53 ಮತ್ತು 57 ಅರ್ಜಿಯನ್ನು ಸಹ ಸಲ್ಲಿಸಿದ್ದಾರೆ. ಆದ್ದರಿಂದ ಸಂಬಂಧಪಟ್ಟ ಅಧಿಕಾರಿಗಳಿಂದ ಸರ್ವೆ ಮಾಡಿಸಿಕೊಟ್ಟು ಕೂಡಲೇ ಸಾಗುವಳಿ ಚೀಟಿಯನ್ನು ನೀಡಬೇಕೆಂದು ಮನವಿ ಮಾಡಿದರು. ಈ ಸಂದರ್ಭದಲ್ಲಿ ಡಾ.ಬಿ.ಆರ್. ಅಂಬೇಡ್ಕರ್ ದಂಡು ಶಿರಾ ತಾಲೂಕು ಅಧ್ಯಕ್ಷ ಲಕ್ಷ್ಮ, ಗುಬ್ಬಿ ತಾಲೂಕು ಅಧ್ಯಕ್ಷ ಶಾಂತರಾಜು, ಜಿಲ್ಲಾ ಕಾರ್ಯದರ್ಶಿ ಹೆಚ್.ಲಕ್ಷ್ಮಣ, ಜಿಲ್ಲಾ ಕಾನೂನು ಸಲಹೆಗಾರರಾದ ಶ್ರೀನಿವಾಸ್, ರೈತರಾದ ಶಾಂತರಾಜು, ಸ್ವಾಮಿಲಿಂಗಪ್ಪ, ಪಾಂಡುರಂಗಪ್ಪ ಎಲ್.ಎನ್.ಸೇರಿ ದಂತೆ ಹಲವರು ಹಾಜರಿದ್ದರು. bbox=[1212, 1114, 1472, 1290]
brand-part1: ತುಮಕೂರು bbox=[45, 84, 136, 113]
story4-headline: ಭದ್ರಾ ಮೇಲ್ದಂಡೆ ಯೋಜನೆ ಅನುದಾನಕ್ಕೆ ಸಿಎಂ ಪತ್ರ ಸ್ವಾಗತಾರ್ಹ bbox=[949, 437, 1385, 499]
story3-hospital-photo bbox=[388, 648, 617, 990]
page-number: Page: 2 bbox=[1406, 89, 1476, 108]
divider bbox=[928, 493, 929, 1111]
story8-col4: ಪ್ರಾರಂಭವಾದ ಕೂಡಲೇ ಸ್ಥಳೀಯರಿಗೆ ಉದ್ಯೋಗ ಅವಕಾಶ ಕಲ್ಪಿಸಲಾಗುವುದು ಎಂದರು. ಈ ಸಂದರ್ಭದಲ್ಲಿ ನಗರಸಭೆ ಅಧ್ಯಕ್ಷ ಜೀಬಾನ್ ಮೊಹಮ್ಮದ್, ಶಿರಾ ಬ್ಲಾಕ್ ಕಾಂಗ್ರೆಸ್ ಅಧ್ಯಕ್ಷ ಮಂಜುನಾಥ್, ಡಾಕ್ಟರ್ ಮಂಜುನಾಥ್ ನಿರ್ದೇಶಕರು ಪಶುಪಾಲನೆ ಇಲಾಖೆ, ಡಾಕ್ಟರ್ ಬಿಳಿಗೆರೆ, ನಿರ್ದೇಶಕರು ಕುರಿ ಮತ್ತು ಉಣ್ಣೆ ಅಭಿವೃದ್ಧಿ ನಿಗಮ, ಡಾ. ಗಿರೀಶ್ ಬಾಬು ರೆಡ್ಡಿ ಉಪ ನಿರ್ದೇಶಕರು, ಡಾಕ್ಟರ್ ನಾಗೇಶ್ ಜಿಲ್ಲಾ ಅಧಿಕಾರಿ, ಮೀಟ್ ವರ್ಕ್ ಪ್ರೈವೇಟ್ ಲಿಮಿಟೆಡ್, ಡಾಕ್ಟರ್ ರಮೇಶ್, ಶಿವಕುಮಾರ್ ಬಲರಾಮ್ ಚೇತನ್ ಪಟೇಲ್, ಫಿಲೋಮ್ನಾ, ಶಿವು ಸ್ವಾಮಿ, ನಗರಸಭೆ ಸದಸ್ಯರಾದ ಅಜಯ್ ಕುಮಾರ್ ಇದ್ದರು. bbox=[715, 1938, 934, 2155]
slogan-tag: ಕಾಡು ಬೆಳೆಸಿ,ನಾಡು ಉಳಿಸಿ bbox=[768, 444, 883, 464]
brand-part2: ಮಿತ್ರ bbox=[135, 84, 172, 113]
sbi-banner: SBI bbox=[1081, 1938, 1126, 1960]
story7-felicitation-photo bbox=[949, 1397, 1472, 1728]
